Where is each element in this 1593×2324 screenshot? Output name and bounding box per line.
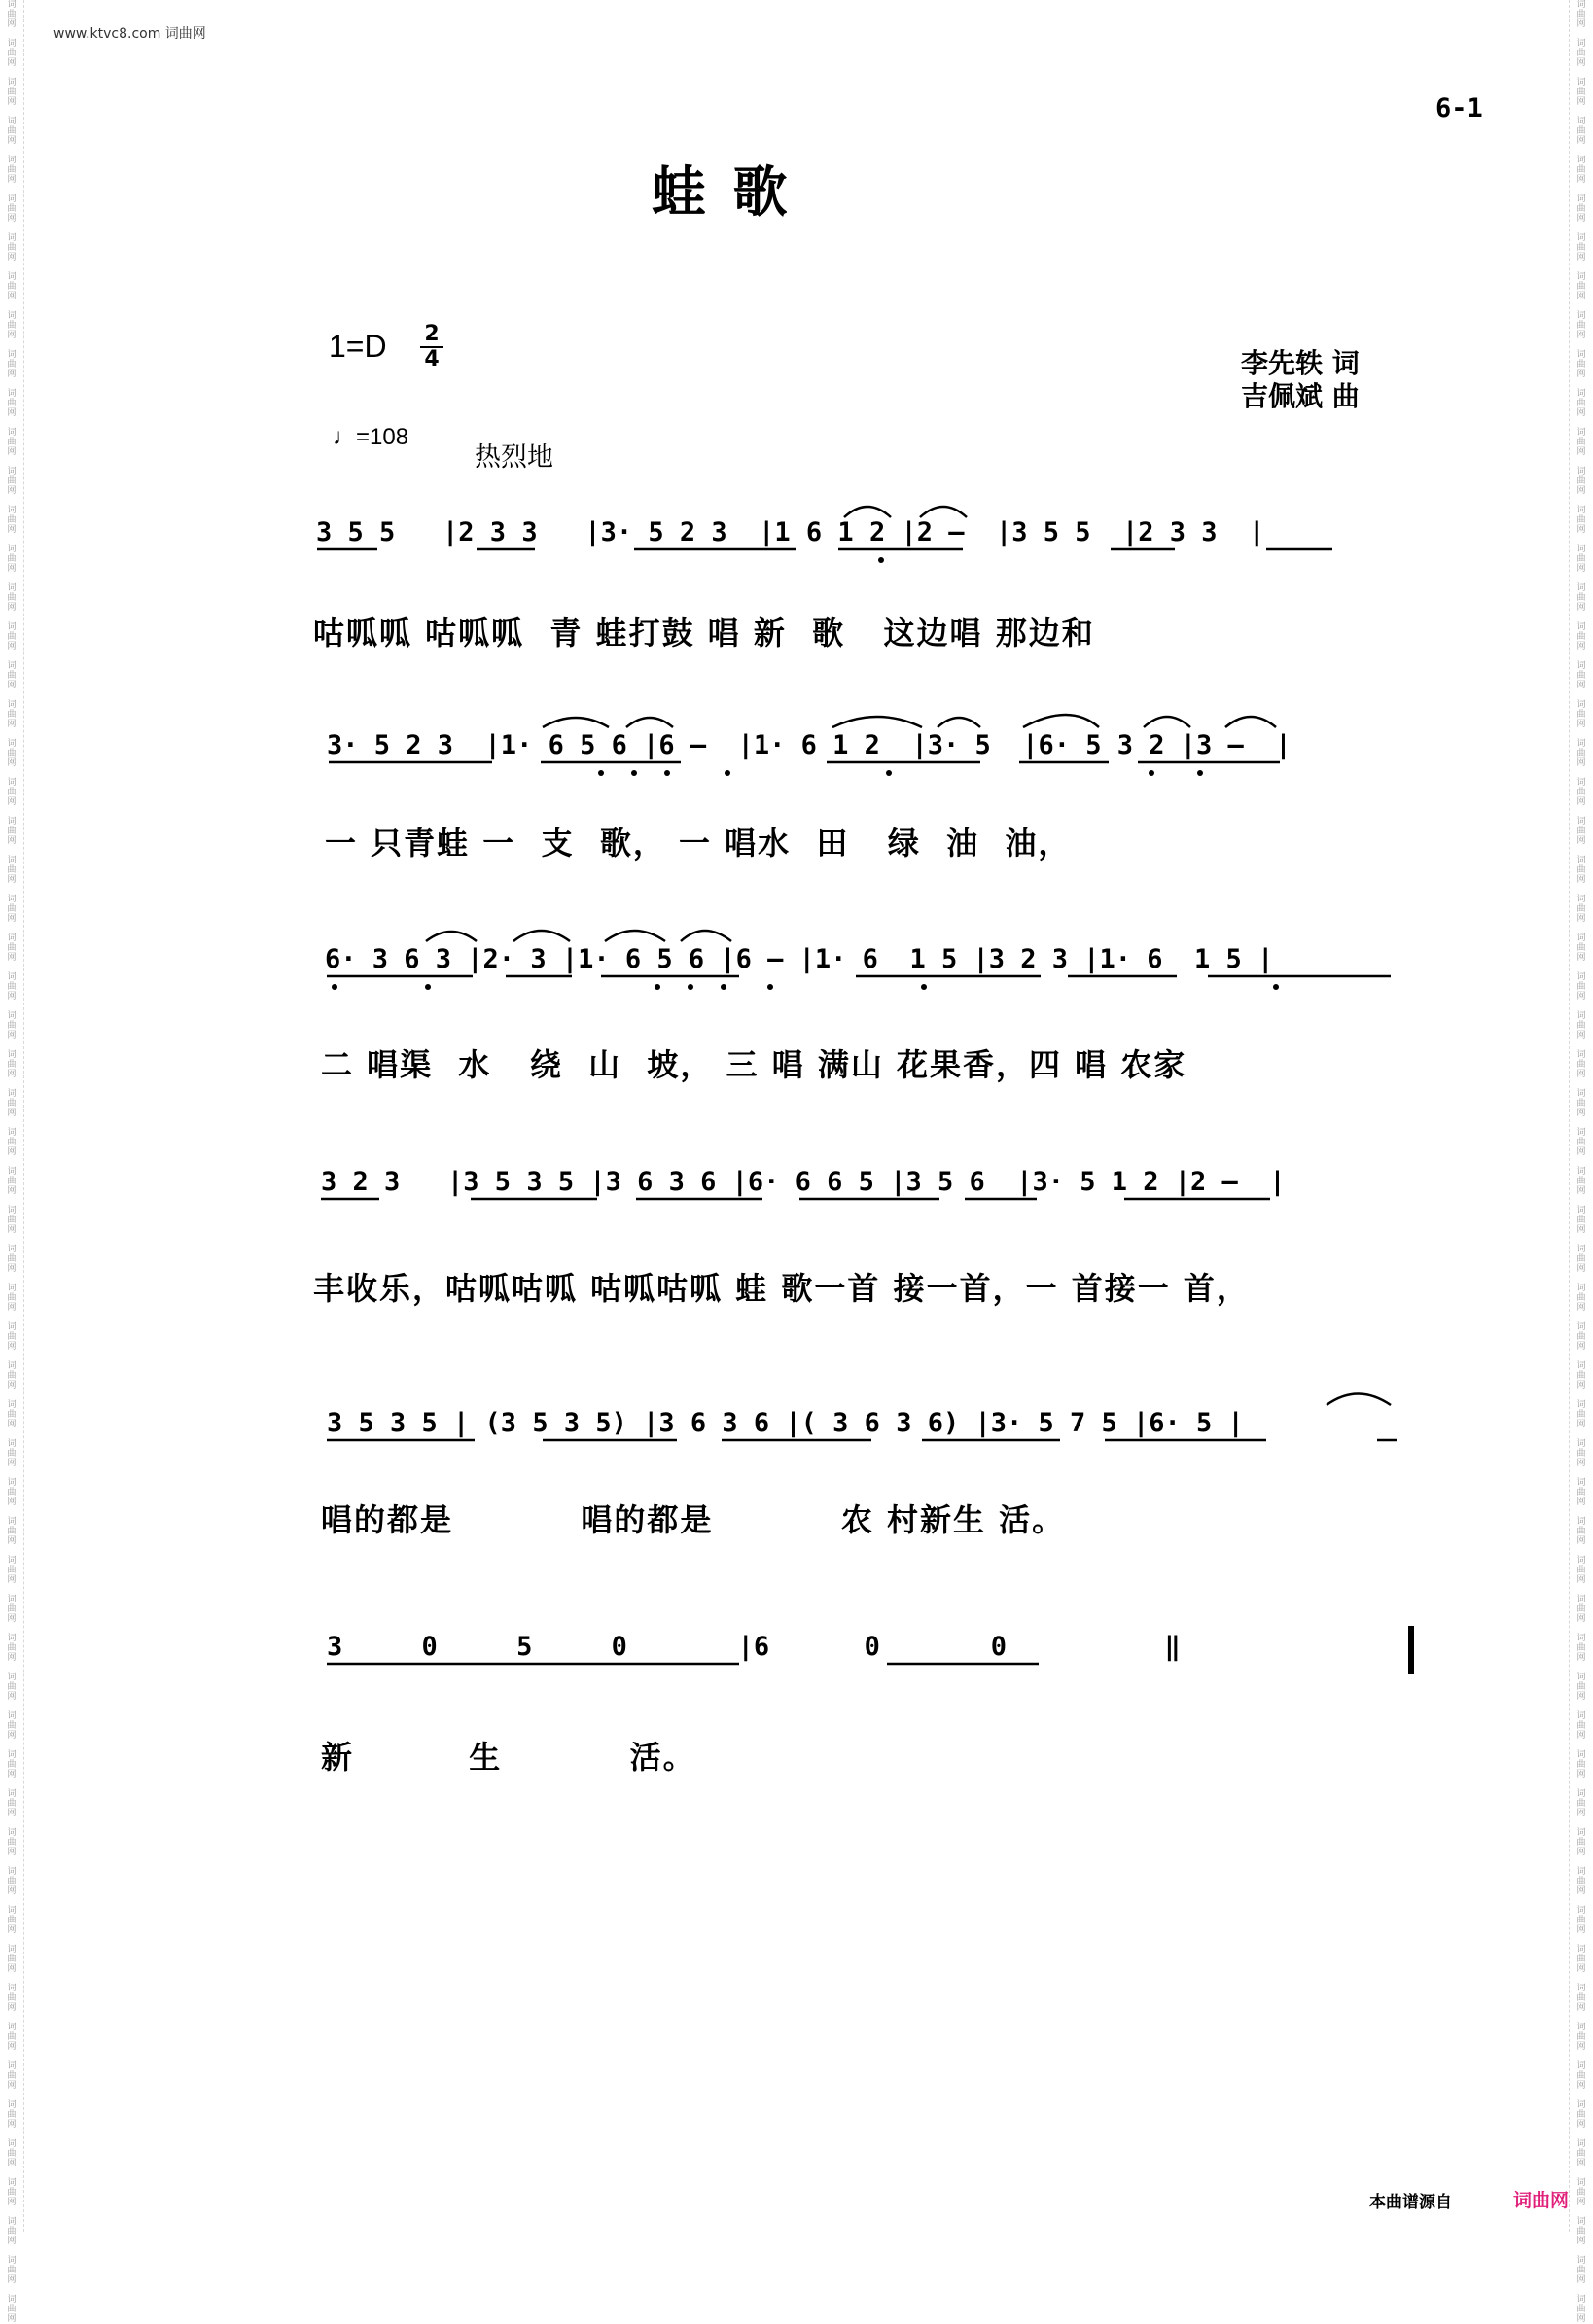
final-barline-thick bbox=[1408, 1626, 1414, 1674]
low-octave-dot bbox=[1149, 770, 1154, 776]
low-octave-dot bbox=[921, 984, 927, 990]
left-watermark-strip: 词 曲 网 词 曲 网 词 曲 网 词 曲 网 词 曲 网 词 曲 网 词 曲 网 词 曲 网 词 曲 网 词 曲 网 词 曲 网 词 曲 网 词 曲 网 词 曲 网 词 曲 网 词 曲 网 词 曲 网 词 曲 网 词 曲 网 词 曲 网 词 曲 网 词 曲 网 词 曲 网 词 曲 网 词 曲 网 词 曲 网 词 曲 网 词 曲 网 词 曲 网 词 曲 网 词 曲 网 词 曲 网 词 曲 网 词 曲 网 词 曲 网 词 曲 网 词 曲 网 词 曲 网 词 曲 网 词 曲 网 词 曲 网 词 曲 网 词 曲 网 词 曲 网 词 曲 网 词 曲 网 词 曲 网 词 曲 网 词 曲 网 词 曲 网 词 曲 网 词 曲 网 词 曲 网 词 曲 网 词 曲 网 词 曲 网 词 曲 网 词 曲 网 词 曲 网 词 曲 网 bbox=[0, 0, 24, 2232]
low-octave-dot bbox=[332, 984, 337, 990]
tempo-marking: ♩=108 bbox=[333, 424, 409, 450]
low-octave-dot bbox=[725, 770, 730, 776]
time-sig-top: 2 bbox=[424, 322, 440, 346]
low-octave-dot bbox=[886, 770, 892, 776]
lyrics-line-1: 咕呱呱 咕呱呱 青 蛙打鼓 唱 新 歌 这边唱 那边和 bbox=[313, 615, 1095, 651]
notation-line-1: 3 5 5 |2 3 3 |3· 5 2 3 |1 6 1 2 |2 – |3 5 5 |2 3 3 | bbox=[316, 517, 1265, 547]
low-octave-dot bbox=[688, 984, 693, 990]
slur bbox=[1327, 1394, 1391, 1406]
right-watermark-strip: 词 曲 网 词 曲 网 词 曲 网 词 曲 网 词 曲 网 词 曲 网 词 曲 网 词 曲 网 词 曲 网 词 曲 网 词 曲 网 词 曲 网 词 曲 网 词 曲 网 词 曲 网 词 曲 网 词 曲 网 词 曲 网 词 曲 网 词 曲 网 词 曲 网 词 曲 网 词 曲 网 词 曲 网 词 曲 网 词 曲 网 词 曲 网 词 曲 网 词 曲 网 词 曲 网 词 曲 网 词 曲 网 词 曲 网 词 曲 网 词 曲 网 词 曲 网 词 曲 网 词 曲 网 词 曲 网 词 曲 网 词 曲 网 词 曲 网 词 曲 网 词 曲 网 词 曲 网 词 曲 网 词 曲 网 词 曲 网 词 曲 网 词 曲 网 词 曲 网 词 曲 网 词 曲 网 词 曲 网 词 曲 网 词 曲 网 词 曲 网 词 曲 网 词 曲 网 词 曲 网 bbox=[1569, 0, 1593, 2232]
low-octave-dot bbox=[425, 984, 431, 990]
key-signature: 1=D bbox=[329, 329, 387, 364]
lyrics-line-3: 二 唱渠 水 绕 山 坡， 三 唱 满山 花果香，四 唱 农家 bbox=[321, 1046, 1187, 1083]
notation-line-2: 3· 5 2 3 |1· 6 5 6 |6 – |1· 6 1 2 |3· 5 |6· 5 3 2 |3 – | bbox=[327, 730, 1292, 760]
low-octave-dot bbox=[1197, 770, 1203, 776]
low-octave-dot bbox=[1273, 984, 1279, 990]
low-octave-dot bbox=[767, 984, 773, 990]
site-header-url: www.ktvc8.com 词曲网 bbox=[53, 26, 206, 42]
lyricist-credit: 李先轶 词 bbox=[1241, 347, 1360, 379]
slur bbox=[844, 507, 967, 517]
composer-credit: 吉佩斌 曲 bbox=[1241, 380, 1360, 412]
lyrics-line-6: 新 生 活。 bbox=[321, 1739, 696, 1776]
notation-line-6: 3 0 5 0 |6 0 0 ‖ bbox=[327, 1632, 1181, 1662]
slur bbox=[426, 931, 731, 941]
footer-source-label: 本曲谱源自 bbox=[1369, 2193, 1452, 2212]
low-octave-dot bbox=[878, 557, 884, 563]
notation-line-5: 3 5 3 5 | (3 5 3 5) |3 6 3 6 |( 3 6 3 6) |3· 5 7 5 |6· 5 | bbox=[327, 1408, 1244, 1438]
notation-line-3: 6· 3 6 3 |2· 3 |1· 6 5 6 |6 – |1· 6 1 5 |3 2 3 |1· 6 1 5 | bbox=[325, 944, 1274, 974]
low-octave-dot bbox=[655, 984, 660, 990]
footer-site-link[interactable]: 词曲网 bbox=[1513, 2190, 1570, 2211]
song-title: 蛙 歌 bbox=[652, 160, 792, 225]
time-sig-bottom: 4 bbox=[424, 347, 440, 371]
lyrics-line-4: 丰收乐，咕呱咕呱 咕呱咕呱 蛙 歌一首 接一首，一 首接一 首， bbox=[313, 1270, 1250, 1307]
low-octave-dot bbox=[721, 984, 726, 990]
lyrics-line-5: 唱的都是 唱的都是 农 村新生 活。 bbox=[321, 1501, 1066, 1538]
page-number: 6-1 bbox=[1435, 93, 1483, 123]
lyrics-line-2: 一 只青蛙 一 支 歌， 一 唱水 田 绿 油 油， bbox=[325, 825, 1072, 862]
expression-marking: 热烈地 bbox=[475, 442, 553, 473]
low-octave-dot bbox=[598, 770, 604, 776]
slur bbox=[543, 715, 1276, 727]
notation-line-4: 3 2 3 |3 5 3 5 |3 6 3 6 |6· 6 6 5 |3 5 6 |3· 5 1 2 |2 – | bbox=[321, 1167, 1286, 1197]
low-octave-dot bbox=[631, 770, 637, 776]
low-octave-dot bbox=[664, 770, 670, 776]
